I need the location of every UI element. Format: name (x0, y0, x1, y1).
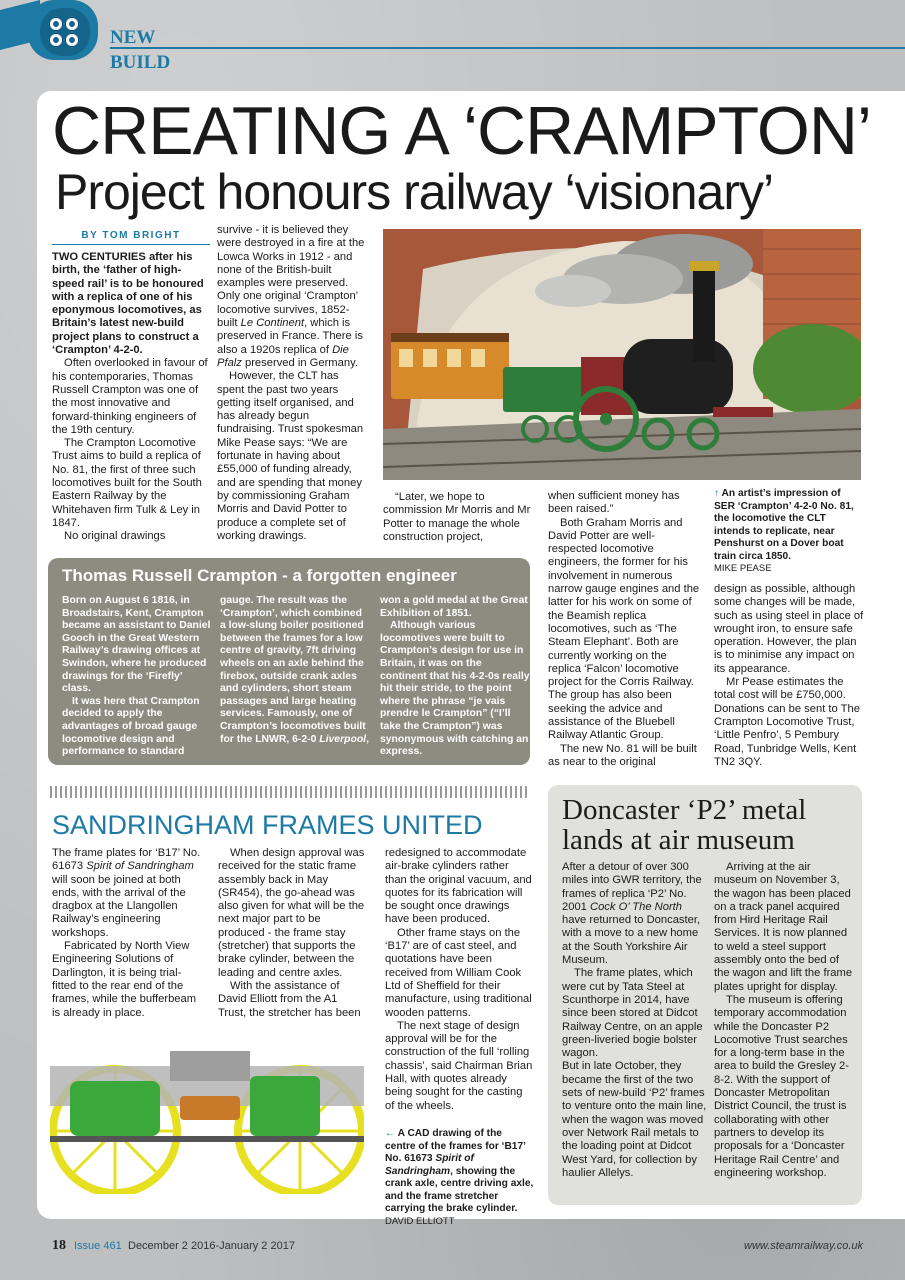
p2-column-1: After a detour of over 300 miles into GWR territory, the frames of replica ‘P2’ No. 2001 Cock O’ The North have returned to Doncaster, with a move to a new home at the South Yorkshire Air Museum. The frame plates, which were cut by Tata Steel at Scunthorpe in 2014, have since been stored at Didcot Railway Centre, on an apple green-liveried bogie bolster wagon. But in late October, they became the first of the two sets of new-build ‘P2’ frames to venture onto the main line, when the wagon was moved over Network Rail metals to the loading point at Didcot West Yard, for collection by haulier Allelys. (562, 861, 707, 1179)
page-title: CREATING A ‘CRAMPTON’ (52, 93, 872, 169)
caption-credit: MIKE PEASE (714, 563, 772, 574)
crampton-locomotive-illustration (383, 229, 861, 480)
main-column-1 (52, 251, 208, 544)
boxout-column-1: Born on August 6 1816, in Broadstairs, Kent, Crampton became an assistant to Daniel Gooch in the Great Western Railway’s drawing offices at Swindon, where he produced drawings for the ‘Firefly’ class. It was here that Crampton decided to apply the advantages of broad gauge locomotive design and performance to standard (62, 595, 211, 758)
p2-column-2: Arriving at the air museum on November 3, the wagon has been placed on a track panel acquired from Hird Heritage Rail Services. It is now planned to weld a steel support assembly onto the bed of the wagon and lift the frame plates upright for display. The museum is offering temporary accommodation while the Doncaster P2 Locomotive Trust searches for a long-term base in the area to build the Gresley 2-8-2. With the support of Doncaster Metropolitan District Council, the trust is collaborating with other partners to develop its proposals for a ‘Doncaster Heritage Rail Centre’ and engineering workshop. (714, 861, 853, 1179)
website-link[interactable]: www.steamrailway.co.uk (744, 1240, 863, 1252)
header-rule (110, 47, 905, 49)
body-paragraph: The new No. 81 will be built as near to the original (548, 742, 697, 768)
boxout-column-2: gauge. The result was the ‘Crampton’, which combined a low-slung boiler positioned between the frames for a low centre of gravity, 7ft driving wheels on an axle behind the firebox, outside crank axles and cylinders, short steam passages and large heating services. Famously, one of Crampton’s locomotives built for the LNWR, 6-2-0 Liverpool, (220, 595, 369, 745)
cad-frame-drawing (50, 1036, 364, 1194)
body-paragraph: The Crampton Locomotive Trust aims to build a replica of No. 81, the first of three such locomotives built for the South Eastern Railway by the Whitehaven firm Tulk & Ley in 1847. (52, 437, 202, 529)
body-paragraph: survive - it is believed they were destroyed in a fire at the Lowca Works in 1912 - and none of the British-built examples were preserved. Only one original ‘Crampton’ locomotive survives, 1852-built Le Continent, which is preserved in France. There is also a 1920s replica of Die Pfalz preserved in Germany. (217, 224, 365, 369)
left-arrow-icon: ← (385, 1128, 396, 1139)
body-paragraph: “Later, we hope to commission Mr Morris and Mr Potter to manage the whole construction project, (383, 491, 531, 543)
boxout-column-3: won a gold medal at the Great Exhibition of 1851. Although various locomotives were built to Crampton’s design for use in Britain, it was on the continent that his 4-2-0s really hit their stride, to the point where the phrase “je vais prendre le Crampton” (“I’ll take the Crampton”) was synonymous with catching an express. (380, 595, 530, 758)
illustration-caption: ↑ An artist’s impression of SER ‘Crampton’ 4-2-0 No. 81, the locomotive the CLT intends to replicate, near Penshurst on a Dover boat train circa 1850. MIKE PEASE (714, 488, 854, 574)
body-paragraph: However, the CLT has spent the past two years getting itself organised, and has already begun fundraising. Trust spokesman Mike Pease says: “We are fortunate in having about £55,000 of funding already, and are spending that money by commissioning Graham Morris and David Potter to produce a complete set of working drawings. (217, 370, 364, 542)
section-divider (50, 786, 530, 798)
main-column-5 (714, 583, 864, 769)
up-arrow-icon: ↑ (714, 488, 720, 499)
caption-credit: DAVID ELLIOTT (385, 1215, 455, 1227)
issue-number: Issue 461 (74, 1240, 122, 1252)
main-column-3 (383, 491, 533, 544)
section-tag-line2: BUILD (110, 52, 171, 73)
sandringham-column-2: When design approval was received for the static frame assembly back in May (SR454), the go-ahead was also given for what will be the next major part to be produced - the frame stay (stretcher) that supports the brake cylinder, between the leading and centre axles. With the assistance of David Elliott from the A1 Trust, the stretcher has been (218, 847, 365, 1019)
body-paragraph: Both Graham Morris and David Potter are well-respected locomotive engineers, the former for his involvement in numerous narrow gauge engines and the latter for his work on some of the Beamish replica locomotives, such as ‘The Steam Elephant’. Both are currently working on the replica ‘Falcon’ locomotive project for the Corris Railway. The group has also been seeking the advice and assistance of the Bluebell Railway Atlantic Group. (548, 516, 700, 742)
p2-headline: Doncaster ‘P2’ metal lands at air museum (562, 794, 807, 856)
page-number: 18 (52, 1238, 66, 1253)
crampton-boxout (48, 558, 530, 765)
page-subtitle: Project honours railway ‘visionary’ (55, 164, 774, 220)
section-tag (110, 25, 170, 75)
body-paragraph: Mr Pease estimates the total cost will be £750,000. Donations can be sent to The Crampton Locomotive Trust, ‘Little Penfro’, 5 Pembury Road, Tunbridge Wells, Kent TN2 3QY. (714, 676, 860, 768)
boxout-title: Thomas Russell Crampton - a forgotten engineer (62, 566, 457, 585)
body-paragraph: when sufficient money has been raised.” (548, 490, 680, 516)
cad-caption: ← A CAD drawing of the centre of the frames for ‘B17’ No. 61673 Spirit of Sandringham, showing the crank axle, centre driving axle, and the frame stretcher carrying the brake cylinder. DAVID ELLIOTT (385, 1128, 534, 1227)
byline: BY TOM BRIGHT (52, 230, 210, 245)
issue-date: December 2 2016-January 2 2017 (128, 1240, 295, 1252)
lead-paragraph: TWO CENTURIES after his birth, the ‘father of high-speed rail’ is to be honoured with a replica of one of his eponymous locomotives, as Britain’s latest new-build project plans to construct a ‘Crampton’ 4-2-0. (52, 251, 204, 357)
section-tag-line1: NEW (110, 27, 156, 48)
sandringham-column-1: The frame plates for ‘B17’ No. 61673 Spirit of Sandringham will soon be joined at both ends, with the arrival of the dragbox at the Llangollen Railway’s engineering workshops. Fabricated by North View Engineering Solutions of Darlington, it is being trial-fitted to the rear end of the frames, while the bufferbeam is already in place. (52, 847, 201, 1019)
body-paragraph: Often overlooked in favour of his contemporaries, Thomas Russell Crampton was one of the most innovative and forward-thinking engineers of the 19th century. (52, 357, 208, 436)
main-column-4 (548, 490, 700, 769)
main-column-2 (217, 224, 367, 543)
sandringham-headline: SANDRINGHAM FRAMES UNITED (52, 810, 483, 840)
body-paragraph: design as possible, although some changes will be made, such as using steel in place of wrought iron, to ensure safe operation. However, the plan is to minimise any impact on its appearance. (714, 583, 864, 675)
magazine-logo-badge (0, 0, 105, 68)
sandringham-column-3: redesigned to accommodate air-brake cylinders rather than the original vacuum, and quotes for its fabrication will be sought once drawings have been produced. Other frame stays on the ‘B17’ are of cast steel, and quotations have been received from William Cook Ltd of Sheffield for their manufacture, using traditional wooden patterns. The next stage of design approval will be for the construction of the full ‘rolling chassis’, said Chairman Brian Hall, with quotes already being sought for the casting of the wheels. (385, 847, 533, 1112)
body-paragraph: No original drawings (64, 530, 166, 543)
